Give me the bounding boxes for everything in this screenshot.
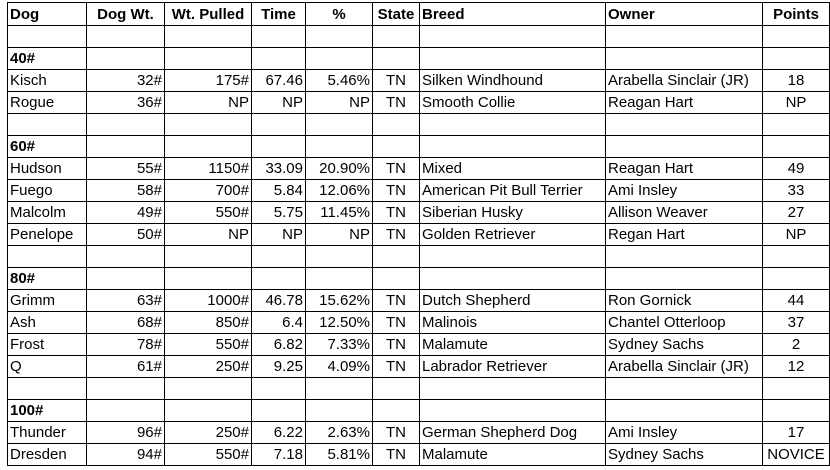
results-body — [8, 26, 830, 466]
empty-cell — [606, 26, 763, 48]
empty-cell — [373, 136, 420, 158]
empty-cell — [252, 48, 306, 70]
cell-owner: Arabella Sinclair (JR) — [606, 356, 763, 378]
empty-cell — [165, 48, 252, 70]
empty-cell — [87, 48, 165, 70]
empty-cell — [763, 114, 830, 136]
cell-breed: Smooth Collie — [420, 92, 606, 114]
cell-weight-pulled: 250# — [165, 422, 252, 444]
empty-cell — [87, 378, 165, 400]
empty-cell — [420, 48, 606, 70]
empty-cell — [306, 136, 373, 158]
empty-cell — [87, 26, 165, 48]
cell-weight-pulled: 550# — [165, 202, 252, 224]
table-row — [8, 444, 830, 466]
cell-percent: 4.09% — [306, 356, 373, 378]
cell-owner: Ami Insley — [606, 180, 763, 202]
empty-cell — [87, 400, 165, 422]
cell-time: 6.4 — [252, 312, 306, 334]
cell-points: NP — [763, 92, 830, 114]
cell-owner: Ami Insley — [606, 422, 763, 444]
cell-breed: Silken Windhound — [420, 70, 606, 92]
cell-state: TN — [373, 92, 420, 114]
cell-time: 5.75 — [252, 202, 306, 224]
empty-cell — [606, 246, 763, 268]
cell-percent: NP — [306, 224, 373, 246]
cell-breed: Siberian Husky — [420, 202, 606, 224]
empty-cell — [306, 246, 373, 268]
empty-cell — [420, 378, 606, 400]
cell-owner: Reagan Hart — [606, 158, 763, 180]
cell-dog-weight: 50# — [87, 224, 165, 246]
cell-state: TN — [373, 158, 420, 180]
cell-dog: Frost — [8, 334, 87, 356]
empty-cell — [87, 246, 165, 268]
cell-time: NP — [252, 92, 306, 114]
empty-cell — [165, 246, 252, 268]
cell-points: 33 — [763, 180, 830, 202]
table-row — [8, 92, 830, 114]
cell-state: TN — [373, 422, 420, 444]
cell-dog: Rogue — [8, 92, 87, 114]
col-header-percent: % — [306, 3, 373, 26]
table-row — [8, 356, 830, 378]
cell-breed: Mixed — [420, 158, 606, 180]
cell-state: TN — [373, 290, 420, 312]
division-label: 100# — [8, 400, 87, 422]
cell-dog: Kisch — [8, 70, 87, 92]
empty-cell — [606, 136, 763, 158]
cell-weight-pulled: 1000# — [165, 290, 252, 312]
cell-dog-weight: 32# — [87, 70, 165, 92]
cell-owner: Chantel Otterloop — [606, 312, 763, 334]
table-row — [8, 180, 830, 202]
empty-cell — [763, 400, 830, 422]
division-row — [8, 268, 830, 290]
cell-percent: 5.81% — [306, 444, 373, 466]
empty-cell — [252, 246, 306, 268]
table-row — [8, 202, 830, 224]
empty-cell — [763, 48, 830, 70]
division-row — [8, 136, 830, 158]
empty-cell — [763, 378, 830, 400]
empty-cell — [606, 268, 763, 290]
division-label: 60# — [8, 136, 87, 158]
cell-dog-weight: 58# — [87, 180, 165, 202]
cell-points: 37 — [763, 312, 830, 334]
division-label: 80# — [8, 268, 87, 290]
spacer-row — [8, 378, 830, 400]
cell-state: TN — [373, 202, 420, 224]
cell-dog-weight: 96# — [87, 422, 165, 444]
empty-cell — [306, 26, 373, 48]
col-header-weight-pulled: Wt. Pulled — [165, 3, 252, 26]
cell-time: 9.25 — [252, 356, 306, 378]
cell-state: TN — [373, 70, 420, 92]
cell-owner: Allison Weaver — [606, 202, 763, 224]
spacer-row — [8, 246, 830, 268]
col-header-state: State — [373, 3, 420, 26]
empty-cell — [373, 26, 420, 48]
empty-cell — [763, 246, 830, 268]
cell-dog: Dresden — [8, 444, 87, 466]
empty-cell — [373, 48, 420, 70]
cell-percent: 12.50% — [306, 312, 373, 334]
cell-percent: 20.90% — [306, 158, 373, 180]
cell-owner: Sydney Sachs — [606, 334, 763, 356]
division-row — [8, 48, 830, 70]
cell-state: TN — [373, 356, 420, 378]
empty-cell — [420, 136, 606, 158]
cell-state: TN — [373, 224, 420, 246]
cell-time: 46.78 — [252, 290, 306, 312]
col-header-breed: Breed — [420, 3, 606, 26]
col-header-owner: Owner — [606, 3, 763, 26]
cell-breed: Golden Retriever — [420, 224, 606, 246]
empty-cell — [8, 246, 87, 268]
cell-breed: German Shepherd Dog — [420, 422, 606, 444]
empty-cell — [87, 136, 165, 158]
empty-cell — [165, 136, 252, 158]
cell-dog-weight: 78# — [87, 334, 165, 356]
empty-cell — [373, 400, 420, 422]
cell-dog-weight: 49# — [87, 202, 165, 224]
empty-cell — [306, 268, 373, 290]
empty-cell — [420, 246, 606, 268]
spacer-row — [8, 26, 830, 48]
empty-cell — [420, 268, 606, 290]
cell-time: 7.18 — [252, 444, 306, 466]
cell-percent: 5.46% — [306, 70, 373, 92]
cell-points: 18 — [763, 70, 830, 92]
cell-breed: Malinois — [420, 312, 606, 334]
cell-dog: Q — [8, 356, 87, 378]
empty-cell — [306, 400, 373, 422]
cell-dog-weight: 61# — [87, 356, 165, 378]
cell-time: 33.09 — [252, 158, 306, 180]
cell-dog: Malcolm — [8, 202, 87, 224]
table-row — [8, 290, 830, 312]
cell-breed: Dutch Shepherd — [420, 290, 606, 312]
cell-breed: Labrador Retriever — [420, 356, 606, 378]
empty-cell — [306, 378, 373, 400]
cell-state: TN — [373, 444, 420, 466]
empty-cell — [8, 378, 87, 400]
spacer-row — [8, 114, 830, 136]
division-row — [8, 400, 830, 422]
empty-cell — [87, 268, 165, 290]
cell-state: TN — [373, 180, 420, 202]
empty-cell — [306, 114, 373, 136]
empty-cell — [373, 268, 420, 290]
cell-weight-pulled: 550# — [165, 444, 252, 466]
cell-owner: Ron Gornick — [606, 290, 763, 312]
cell-time: 67.46 — [252, 70, 306, 92]
empty-cell — [606, 400, 763, 422]
empty-cell — [8, 114, 87, 136]
cell-weight-pulled: NP — [165, 224, 252, 246]
empty-cell — [373, 114, 420, 136]
cell-dog: Grimm — [8, 290, 87, 312]
cell-weight-pulled: 1150# — [165, 158, 252, 180]
empty-cell — [252, 26, 306, 48]
empty-cell — [606, 48, 763, 70]
empty-cell — [420, 26, 606, 48]
cell-points: 17 — [763, 422, 830, 444]
cell-owner: Arabella Sinclair (JR) — [606, 70, 763, 92]
cell-time: 6.22 — [252, 422, 306, 444]
empty-cell — [763, 268, 830, 290]
cell-dog-weight: 63# — [87, 290, 165, 312]
cell-dog: Hudson — [8, 158, 87, 180]
table-row — [8, 158, 830, 180]
cell-dog-weight: 94# — [87, 444, 165, 466]
cell-percent: 11.45% — [306, 202, 373, 224]
cell-dog-weight: 55# — [87, 158, 165, 180]
cell-points: 2 — [763, 334, 830, 356]
cell-owner: Reagan Hart — [606, 92, 763, 114]
empty-cell — [373, 246, 420, 268]
cell-breed: Malamute — [420, 444, 606, 466]
empty-cell — [8, 26, 87, 48]
empty-cell — [252, 114, 306, 136]
cell-time: 5.84 — [252, 180, 306, 202]
table-row — [8, 70, 830, 92]
cell-points: NOVICE — [763, 444, 830, 466]
table-row — [8, 224, 830, 246]
empty-cell — [252, 378, 306, 400]
cell-owner: Sydney Sachs — [606, 444, 763, 466]
table-row — [8, 334, 830, 356]
cell-points: 27 — [763, 202, 830, 224]
empty-cell — [165, 268, 252, 290]
cell-dog-weight: 36# — [87, 92, 165, 114]
cell-weight-pulled: 550# — [165, 334, 252, 356]
cell-weight-pulled: 175# — [165, 70, 252, 92]
cell-state: TN — [373, 334, 420, 356]
cell-weight-pulled: 850# — [165, 312, 252, 334]
cell-points: 44 — [763, 290, 830, 312]
cell-weight-pulled: 700# — [165, 180, 252, 202]
division-label: 40# — [8, 48, 87, 70]
empty-cell — [165, 400, 252, 422]
table-row — [8, 312, 830, 334]
empty-cell — [606, 114, 763, 136]
col-header-time: Time — [252, 3, 306, 26]
results-table — [7, 2, 830, 466]
empty-cell — [165, 378, 252, 400]
cell-dog: Fuego — [8, 180, 87, 202]
cell-percent: 2.63% — [306, 422, 373, 444]
empty-cell — [165, 114, 252, 136]
col-header-dog: Dog — [8, 3, 87, 26]
cell-weight-pulled: 250# — [165, 356, 252, 378]
cell-percent: 15.62% — [306, 290, 373, 312]
empty-cell — [165, 26, 252, 48]
empty-cell — [420, 400, 606, 422]
cell-dog: Penelope — [8, 224, 87, 246]
empty-cell — [306, 48, 373, 70]
header-row — [8, 3, 830, 26]
table-row — [8, 422, 830, 444]
col-header-dog-weight: Dog Wt. — [87, 3, 165, 26]
empty-cell — [606, 378, 763, 400]
cell-points: NP — [763, 224, 830, 246]
cell-weight-pulled: NP — [165, 92, 252, 114]
empty-cell — [252, 268, 306, 290]
cell-dog: Thunder — [8, 422, 87, 444]
cell-dog: Ash — [8, 312, 87, 334]
empty-cell — [252, 400, 306, 422]
cell-points: 12 — [763, 356, 830, 378]
empty-cell — [763, 26, 830, 48]
empty-cell — [763, 136, 830, 158]
cell-breed: Malamute — [420, 334, 606, 356]
cell-percent: 12.06% — [306, 180, 373, 202]
cell-state: TN — [373, 312, 420, 334]
col-header-points: Points — [763, 3, 830, 26]
cell-percent: 7.33% — [306, 334, 373, 356]
cell-percent: NP — [306, 92, 373, 114]
empty-cell — [373, 378, 420, 400]
cell-breed: American Pit Bull Terrier — [420, 180, 606, 202]
cell-owner: Regan Hart — [606, 224, 763, 246]
cell-dog-weight: 68# — [87, 312, 165, 334]
empty-cell — [87, 114, 165, 136]
cell-points: 49 — [763, 158, 830, 180]
empty-cell — [420, 114, 606, 136]
empty-cell — [252, 136, 306, 158]
cell-time: NP — [252, 224, 306, 246]
cell-time: 6.82 — [252, 334, 306, 356]
